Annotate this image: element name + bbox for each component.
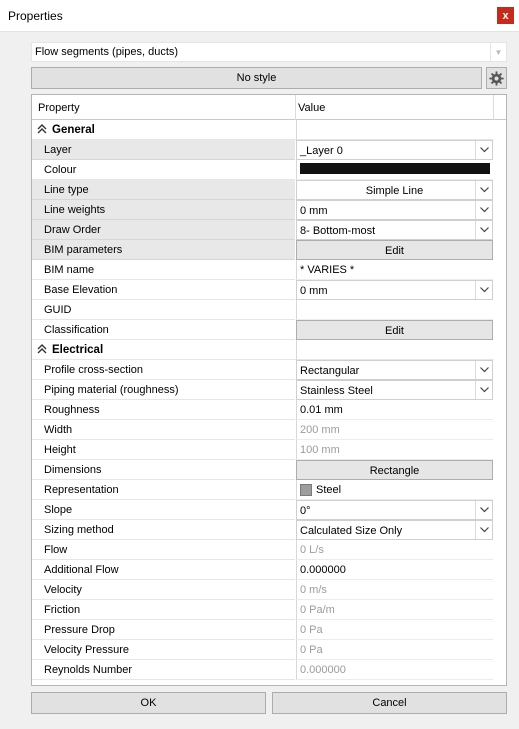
velocity-pressure-value: 0 Pa [296,640,493,660]
row-bim-name-name: BIM name [32,260,295,280]
bim-name-input[interactable]: * VARIES * [296,260,493,280]
title-bar [0,0,519,32]
row-classification-name: Classification [32,320,295,340]
reynolds-value: 0.000000 [296,660,493,680]
settings-button[interactable] [486,67,507,89]
chevron-down-icon[interactable] [475,361,492,379]
object-type-value: Flow segments (pipes, ducts) [35,46,179,58]
grid-scrollbar[interactable] [494,121,506,685]
guid-value[interactable] [296,300,493,320]
flow-value: 0 L/s [296,540,493,560]
row-velocity-pressure-name: Velocity Pressure [32,640,295,660]
row-pressure-drop[interactable] [32,620,506,640]
row-bim-name[interactable] [32,260,506,280]
piping-material-select[interactable] [296,380,493,400]
object-type-select[interactable] [31,42,507,62]
row-colour[interactable] [32,160,506,180]
row-layer[interactable] [32,140,506,160]
bim-parameters-edit-button[interactable]: Edit [296,240,493,260]
row-slope-name: Slope [32,500,295,520]
row-classification[interactable] [32,320,506,340]
row-dimensions[interactable] [32,460,506,480]
header-value[interactable]: Value [298,102,326,114]
draw-order-select[interactable] [296,220,493,240]
dimensions-button[interactable]: Rectangle [296,460,493,480]
representation-value: Steel [316,484,342,496]
row-line-weights-name: Line weights [32,200,295,220]
row-additional-flow[interactable] [32,560,506,580]
material-swatch [300,484,312,496]
chevron-down-icon[interactable] [475,181,492,199]
style-button[interactable] [31,67,482,89]
row-profile-name: Profile cross-section [32,360,295,380]
row-draw-order[interactable] [32,220,506,240]
line-type-value: Simple Line [365,185,424,197]
row-colour-name: Colour [32,160,295,180]
sizing-method-select[interactable] [296,520,493,540]
representation-picker[interactable] [296,480,493,500]
profile-select[interactable] [296,360,493,380]
line-weights-value: 0 mm [300,205,328,217]
row-guid-name: GUID [32,300,295,320]
chevron-down-icon[interactable] [475,281,492,299]
draw-order-value: 8- Bottom-most [300,225,376,237]
row-base-elevation-name: Base Elevation [32,280,295,300]
line-weights-select[interactable] [296,200,493,220]
chevron-down-icon[interactable] [475,521,492,539]
row-bim-parameters[interactable] [32,240,506,260]
row-draw-order-name: Draw Order [32,220,295,240]
profile-value: Rectangular [300,365,360,377]
chevron-down-icon[interactable] [475,501,492,519]
ok-button-label: OK [140,697,157,709]
classification-edit-button[interactable]: Edit [296,320,493,340]
row-line-type-name: Line type [32,180,295,200]
row-sizing-method[interactable] [32,520,506,540]
row-layer-name: Layer [32,140,295,160]
category-electrical[interactable] [32,340,506,360]
row-height[interactable] [32,440,506,460]
row-representation-name: Representation [32,480,295,500]
chevron-down-icon[interactable] [475,221,492,239]
category-general[interactable] [32,120,506,140]
chevron-down-icon[interactable] [475,381,492,399]
base-elevation-select[interactable] [296,280,493,300]
window-title: Properties [8,9,63,23]
row-base-elevation[interactable] [32,280,506,300]
piping-material-value: Stainless Steel [300,385,373,397]
chevron-down-icon[interactable] [475,141,492,159]
base-elevation-value: 0 mm [300,285,328,297]
style-button-label: No style [236,72,277,84]
pressure-drop-value: 0 Pa [296,620,493,640]
velocity-value: 0 m/s [296,580,493,600]
slope-select[interactable] [296,500,493,520]
close-button[interactable] [497,7,514,24]
row-friction-name: Friction [32,600,295,620]
chevron-down-icon[interactable] [475,201,492,219]
row-additional-flow-name: Additional Flow [32,560,295,580]
row-friction[interactable] [32,600,506,620]
category-electrical-label: Electrical [52,344,104,356]
roughness-input[interactable]: 0.01 mm [296,400,493,420]
line-type-select[interactable] [296,180,493,200]
row-guid[interactable] [32,300,506,320]
gear-icon [489,71,504,86]
friction-value: 0 Pa/m [296,600,493,620]
category-general-label: General [52,124,95,136]
row-dimensions-name: Dimensions [32,460,295,480]
layer-select[interactable] [296,140,493,160]
row-reynolds[interactable] [32,660,506,680]
ok-button[interactable] [31,692,266,714]
cancel-button[interactable] [272,692,507,714]
row-width[interactable] [32,420,506,440]
row-line-weights[interactable] [32,200,506,220]
cancel-button-label: Cancel [372,697,407,709]
header-property[interactable]: Property [38,102,80,114]
grid-header [32,95,506,120]
row-line-type[interactable] [32,180,506,200]
colour-swatch [300,163,490,174]
row-velocity[interactable] [32,580,506,600]
additional-flow-input[interactable]: 0.000000 [296,560,493,580]
row-height-name: Height [32,440,295,460]
colour-picker[interactable] [296,160,493,180]
row-piping-material-name: Piping material (roughness) [32,380,295,400]
row-roughness[interactable] [32,400,506,420]
row-slope[interactable] [32,500,506,520]
row-width-name: Width [32,420,295,440]
row-bim-parameters-name: BIM parameters [32,240,295,260]
layer-value: _Layer 0 [300,145,343,157]
row-flow[interactable] [32,540,506,560]
height-value: 100 mm [296,440,493,460]
close-icon: x [502,9,509,22]
row-representation[interactable] [32,480,506,500]
row-sizing-method-name: Sizing method [32,520,295,540]
row-velocity-name: Velocity [32,580,295,600]
chevron-down-icon[interactable]: ▼ [490,43,506,61]
property-grid [31,94,507,686]
width-value: 200 mm [296,420,493,440]
row-piping-material[interactable] [32,380,506,400]
row-velocity-pressure[interactable] [32,640,506,660]
row-reynolds-name: Reynolds Number [32,660,295,680]
sizing-method-value: Calculated Size Only [300,525,403,537]
slope-value: 0° [300,505,311,517]
row-profile[interactable] [32,360,506,380]
row-roughness-name: Roughness [32,400,295,420]
row-pressure-drop-name: Pressure Drop [32,620,295,640]
row-flow-name: Flow [32,540,295,560]
